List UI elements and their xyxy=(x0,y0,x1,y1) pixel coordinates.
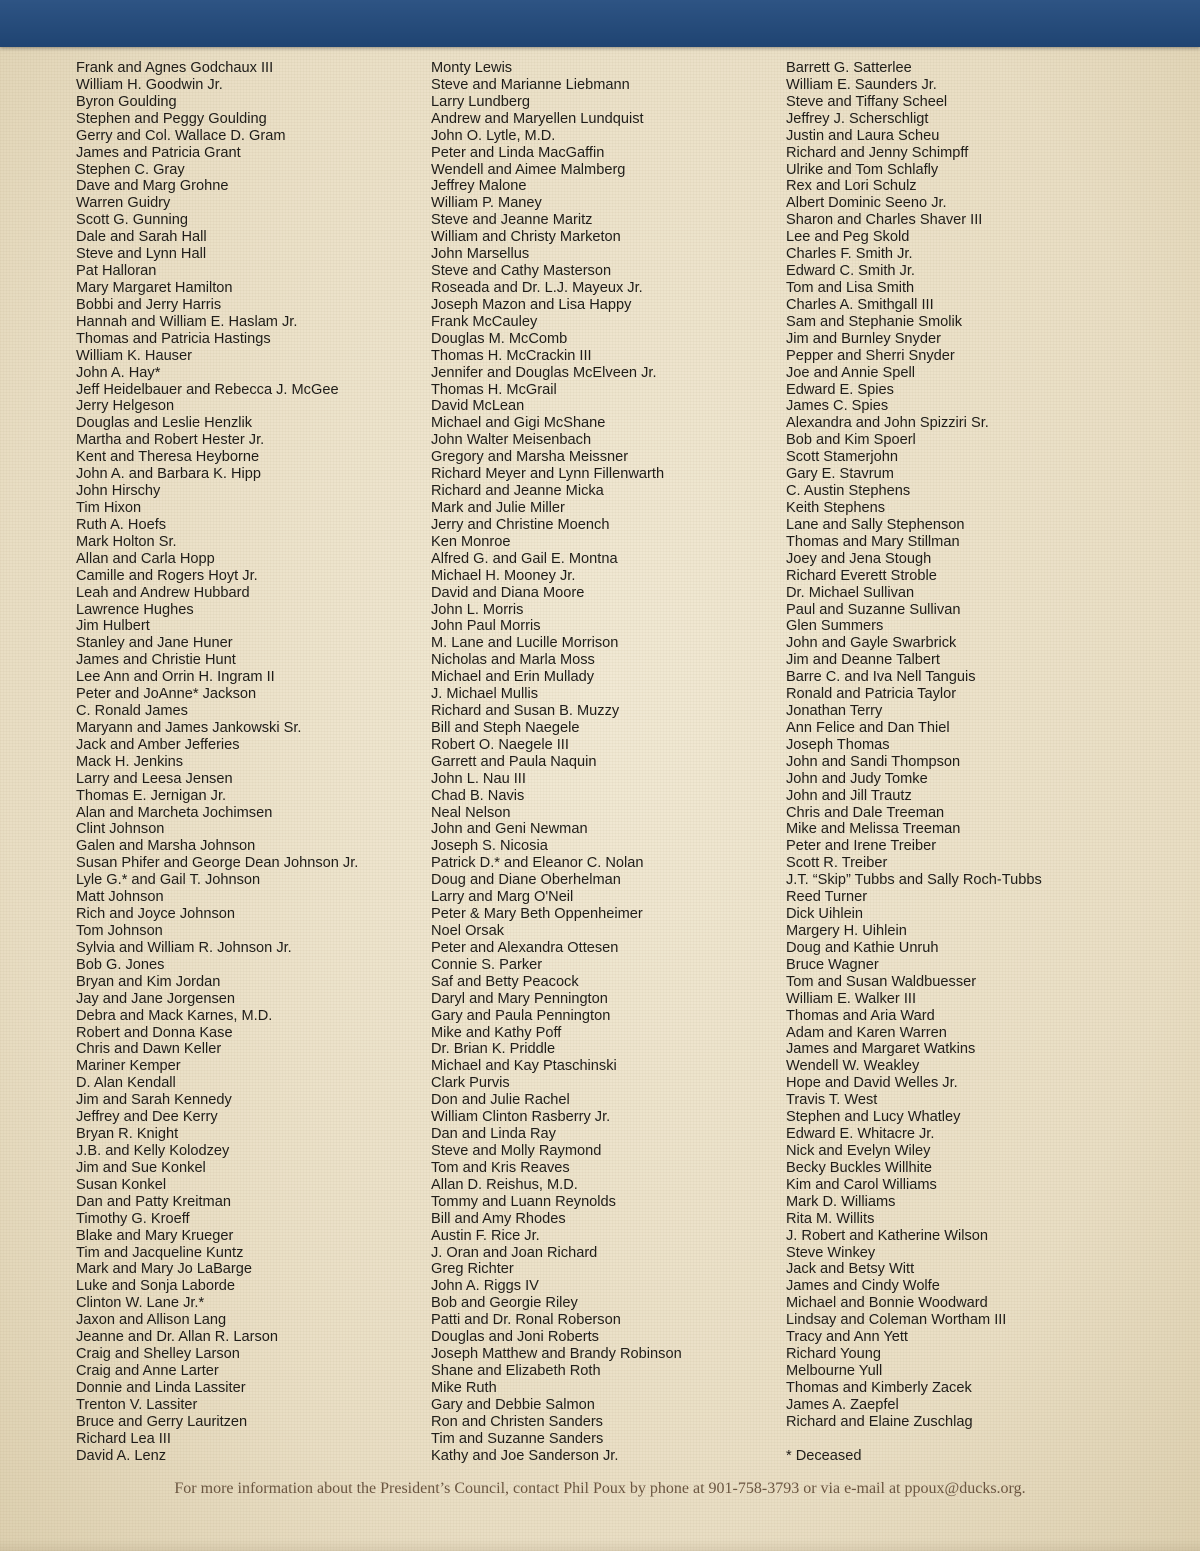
donor-name: C. Ronald James xyxy=(76,703,188,720)
donor-name: Scott Stamerjohn xyxy=(786,449,898,466)
donor-name: Monty Lewis xyxy=(431,60,513,76)
donor-name: Richard Lea III xyxy=(76,1430,171,1447)
donor-name: Glen Summers xyxy=(786,618,884,635)
donor-name: Austin F. Rice Jr. xyxy=(431,1227,540,1244)
donor-name: Douglas and Leslie Henzlik xyxy=(76,415,253,432)
header-bar xyxy=(0,0,1200,47)
donor-name: Galen and Marsha Johnson xyxy=(76,838,256,855)
donor-name: Gary and Debbie Salmon xyxy=(431,1396,595,1413)
donor-name: Kent and Theresa Heyborne xyxy=(76,449,260,466)
donor-name: Don and Julie Rachel xyxy=(431,1092,570,1109)
donor-name: Ronald and Patricia Taylor xyxy=(786,686,957,703)
donor-name: Paul and Suzanne Sullivan xyxy=(786,601,961,618)
donor-name: John O. Lytle, M.D. xyxy=(431,127,556,144)
donor-name: Jeffrey J. Scherschligt xyxy=(786,110,929,127)
donor-name: Sylvia and William R. Johnson Jr. xyxy=(76,939,292,956)
donor-name: Richard and Jenny Schimpff xyxy=(786,144,969,161)
donor-name: Pat Halloran xyxy=(76,263,157,280)
donor-name: Thomas E. Jernigan Jr. xyxy=(76,787,227,804)
donor-name: Charles F. Smith Jr. xyxy=(786,246,913,263)
donor-name: Michael and Kay Ptaschinski xyxy=(431,1058,617,1075)
donor-name: Lindsay and Coleman Wortham III xyxy=(786,1312,1007,1329)
donor-name: Jerry and Christine Moench xyxy=(431,516,610,533)
donor-name: John A. Hay* xyxy=(76,364,161,381)
donor-name: Blake and Mary Krueger xyxy=(76,1227,234,1244)
donor-name: Lawrence Hughes xyxy=(76,601,194,618)
donor-name: Scott R. Treiber xyxy=(786,855,888,872)
donor-name: Dr. Michael Sullivan xyxy=(786,584,915,601)
donor-name: Bruce Wagner xyxy=(786,956,879,973)
donor-name: Richard and Jeanne Micka xyxy=(431,483,604,500)
donor-name: James and Christie Hunt xyxy=(76,652,236,669)
donor-name: Larry Lundberg xyxy=(431,93,530,110)
donor-name: D. Alan Kendall xyxy=(76,1075,176,1092)
donor-name: Jim and Deanne Talbert xyxy=(786,652,940,669)
donor-name: Charles A. Smithgall III xyxy=(786,296,934,313)
donor-name: Mike and Kathy Poff xyxy=(431,1024,562,1041)
donor-name: Melbourne Yull xyxy=(786,1362,883,1379)
donor-name: Craig and Shelley Larson xyxy=(76,1346,240,1363)
donor-name: Tim and Jacqueline Kuntz xyxy=(76,1244,244,1261)
donor-name: Gregory and Marsha Meissner xyxy=(431,449,629,466)
donor-name: J.T. “Skip” Tubbs and Sally Roch-Tubbs xyxy=(786,872,1042,889)
donor-name: Steve and Marianne Liebmann xyxy=(431,76,630,93)
donor-name: Sharon and Charles Shaver III xyxy=(786,212,983,229)
spacer xyxy=(786,1431,1042,1448)
donor-name: David and Diana Moore xyxy=(431,584,585,601)
donor-name: Doug and Kathie Unruh xyxy=(786,939,939,956)
donor-name: Steve Winkey xyxy=(786,1244,876,1261)
donor-name: Lee and Peg Skold xyxy=(786,229,910,246)
donor-name: Jennifer and Douglas McElveen Jr. xyxy=(431,364,657,381)
donor-name: Stephen and Lucy Whatley xyxy=(786,1109,961,1126)
donor-name: Roseada and Dr. L.J. Mayeux Jr. xyxy=(431,279,643,296)
donor-column-3 xyxy=(786,60,1042,1465)
donor-name: Daryl and Mary Pennington xyxy=(431,990,608,1007)
donor-name: Joey and Jena Stough xyxy=(786,550,932,567)
donor-name: Tom and Kris Reaves xyxy=(431,1159,570,1176)
donor-name: Frank McCauley xyxy=(431,313,538,330)
donor-name: Peter and Alexandra Ottesen xyxy=(431,939,619,956)
donor-name: Trenton V. Lassiter xyxy=(76,1396,198,1413)
donor-name: Lee Ann and Orrin H. Ingram II xyxy=(76,669,275,686)
donor-name: James and Margaret Watkins xyxy=(786,1041,976,1058)
donor-name: M. Lane and Lucille Morrison xyxy=(431,635,619,652)
donor-name: John L. Morris xyxy=(431,601,524,618)
donor-name: Lyle G.* and Gail T. Johnson xyxy=(76,872,261,889)
donor-name: Shane and Elizabeth Roth xyxy=(431,1362,601,1379)
donor-name: Neal Nelson xyxy=(431,804,511,821)
donor-name: Jeff Heidelbauer and Rebecca J. McGee xyxy=(76,381,339,398)
donor-name: Joseph Matthew and Brandy Robinson xyxy=(431,1346,682,1363)
donor-name: Mike and Melissa Treeman xyxy=(786,821,961,838)
donor-name: Clark Purvis xyxy=(431,1075,510,1092)
donor-name: David McLean xyxy=(431,398,525,415)
donor-name: Robert O. Naegele III xyxy=(431,736,569,753)
donor-name: Susan Konkel xyxy=(76,1176,167,1193)
donor-name: Adam and Karen Warren xyxy=(786,1024,947,1041)
donor-name: Connie S. Parker xyxy=(431,956,543,973)
donor-name: Ruth A. Hoefs xyxy=(76,516,167,533)
donor-name: Wendell and Aimee Malmberg xyxy=(431,161,626,178)
donor-name: William P. Maney xyxy=(431,195,542,212)
donor-name: Albert Dominic Seeno Jr. xyxy=(786,195,947,212)
page-bottom-edge xyxy=(0,1539,1200,1551)
donor-column-2 xyxy=(431,60,682,1465)
donor-name: Jeffrey and Dee Kerry xyxy=(76,1109,218,1126)
donor-name: Gerry and Col. Wallace D. Gram xyxy=(76,127,286,144)
donor-name: James A. Zaepfel xyxy=(786,1396,899,1413)
donor-name: John Paul Morris xyxy=(431,618,541,635)
donor-name: Barre C. and Iva Nell Tanguis xyxy=(786,669,976,686)
donor-name: Patti and Dr. Ronal Roberson xyxy=(431,1312,621,1329)
donor-name: John L. Nau III xyxy=(431,770,526,787)
contact-footer: For more information about the President’s Council, contact Phil Poux by phone at 901-758-3793 or via e-mail at ppoux@ducks.org. xyxy=(174,1480,1026,1497)
donor-name: Ken Monroe xyxy=(431,533,511,550)
donor-name: Rich and Joyce Johnson xyxy=(76,906,236,923)
donor-name: Mary Margaret Hamilton xyxy=(76,279,233,296)
donor-name: Bill and Steph Naegele xyxy=(431,719,580,736)
donor-name: Thomas H. McGrail xyxy=(431,381,557,398)
donor-name: Matt Johnson xyxy=(76,889,164,906)
donor-name: Peter & Mary Beth Oppenheimer xyxy=(431,906,643,923)
donor-name: Joseph Thomas xyxy=(786,736,890,753)
donor-name: Kim and Carol Williams xyxy=(786,1176,937,1193)
donor-name: Hope and David Welles Jr. xyxy=(786,1075,958,1092)
donor-name: James C. Spies xyxy=(786,398,889,415)
donor-name: Tom and Susan Waldbuesser xyxy=(786,973,977,990)
donor-name: Nicholas and Marla Moss xyxy=(431,652,595,669)
donor-name: Michael and Gigi McShane xyxy=(431,415,606,432)
donor-name: Ann Felice and Dan Thiel xyxy=(786,719,950,736)
donor-name: Steve and Molly Raymond xyxy=(431,1143,602,1159)
donor-name: William K. Hauser xyxy=(76,347,192,364)
donor-name: John Marsellus xyxy=(431,246,530,263)
donor-name: Bobbi and Jerry Harris xyxy=(76,296,222,313)
donor-name: Richard and Susan B. Muzzy xyxy=(431,703,620,720)
donor-name: John A. and Barbara K. Hipp xyxy=(76,466,261,483)
donor-name: Martha and Robert Hester Jr. xyxy=(76,432,265,449)
donor-name: Joe and Annie Spell xyxy=(786,364,916,381)
donor-name: Edward E. Spies xyxy=(786,381,894,398)
donor-name: Allan D. Reishus, M.D. xyxy=(431,1176,578,1193)
donor-name: Joseph Mazon and Lisa Happy xyxy=(431,296,632,313)
donor-name: Jim Hulbert xyxy=(76,618,150,635)
donor-name: John Hirschy xyxy=(76,483,161,500)
donor-name: Craig and Anne Larter xyxy=(76,1362,219,1379)
donor-name: William E. Saunders Jr. xyxy=(786,76,937,93)
donor-name: Luke and Sonja Laborde xyxy=(76,1278,236,1295)
donor-name: Clint Johnson xyxy=(76,821,165,838)
donor-name: Stephen C. Gray xyxy=(76,161,185,178)
donor-name: Dan and Linda Ray xyxy=(431,1126,556,1143)
donor-name: Tom Johnson xyxy=(76,923,163,940)
donor-name: Bob and Kim Spoerl xyxy=(786,432,916,449)
donor-name: Douglas M. McComb xyxy=(431,330,568,347)
donor-name: Saf and Betty Peacock xyxy=(431,973,579,990)
donor-name: Camille and Rogers Hoyt Jr. xyxy=(76,567,258,584)
donor-name: Mark D. Williams xyxy=(786,1193,896,1210)
donor-name: Mark Holton Sr. xyxy=(76,533,177,550)
donor-name: Reed Turner xyxy=(786,889,868,906)
donor-name: Joseph S. Nicosia xyxy=(431,838,548,855)
donor-name: Dr. Brian K. Priddle xyxy=(431,1041,556,1058)
donor-name: Frank and Agnes Godchaux III xyxy=(76,60,274,76)
donor-name: Larry and Leesa Jensen xyxy=(76,770,233,787)
donor-name: Jaxon and Allison Lang xyxy=(76,1312,227,1329)
donor-name: Tim Hixon xyxy=(76,499,142,516)
donor-name: Chris and Dale Treeman xyxy=(786,804,945,821)
donor-name: Byron Goulding xyxy=(76,93,177,110)
donor-name: Barrett G. Satterlee xyxy=(786,60,912,76)
donor-name: William H. Goodwin Jr. xyxy=(76,76,223,93)
donor-name: William and Christy Marketon xyxy=(431,229,621,246)
donor-name: Tim and Suzanne Sanders xyxy=(431,1430,604,1447)
donor-name: Pepper and Sherri Snyder xyxy=(786,347,955,364)
donor-name: Steve and Lynn Hall xyxy=(76,246,207,263)
donor-name: John and Jill Trautz xyxy=(786,787,912,804)
donor-name: Steve and Cathy Masterson xyxy=(431,263,612,280)
donor-name: Susan Phifer and George Dean Johnson Jr. xyxy=(76,855,359,872)
donor-name: Jack and Amber Jefferies xyxy=(76,736,240,753)
donor-name: John and Sandi Thompson xyxy=(786,753,961,770)
donor-name: Richard and Elaine Zuschlag xyxy=(786,1413,973,1430)
donor-name: Peter and Linda MacGaffin xyxy=(431,144,605,161)
donor-name: Warren Guidry xyxy=(76,195,171,212)
donor-name: Stanley and Jane Huner xyxy=(76,635,233,652)
donor-name: Peter and JoAnne* Jackson xyxy=(76,686,257,703)
donor-name: J. Robert and Katherine Wilson xyxy=(786,1227,988,1244)
donor-name: Bob and Georgie Riley xyxy=(431,1295,578,1312)
donor-name: James and Cindy Wolfe xyxy=(786,1278,940,1295)
donor-name: Debra and Mack Karnes, M.D. xyxy=(76,1007,273,1024)
donor-name: Peter and Irene Treiber xyxy=(786,838,937,855)
donor-name: Mark and Julie Miller xyxy=(431,499,565,516)
donor-name: Greg Richter xyxy=(431,1261,514,1278)
donor-name: Thomas and Aria Ward xyxy=(786,1007,935,1024)
donor-name: Mark and Mary Jo LaBarge xyxy=(76,1261,253,1278)
donor-name: Alan and Marcheta Jochimsen xyxy=(76,804,273,821)
donor-name: Thomas and Patricia Hastings xyxy=(76,330,271,347)
donor-name: Thomas and Mary Stillman xyxy=(786,533,960,550)
donor-column-1 xyxy=(76,60,358,1465)
donor-name: Travis T. West xyxy=(786,1092,878,1109)
donor-name: Ron and Christen Sanders xyxy=(431,1413,603,1430)
donor-name: Margery H. Uihlein xyxy=(786,923,907,940)
donor-name: Doug and Diane Oberhelman xyxy=(431,872,621,889)
donor-name: Donnie and Linda Lassiter xyxy=(76,1379,246,1396)
donor-name: Scott G. Gunning xyxy=(76,212,188,229)
donor-name: Garrett and Paula Naquin xyxy=(431,753,597,770)
donor-name: Rex and Lori Schulz xyxy=(786,178,917,195)
donor-name: Bob G. Jones xyxy=(76,956,165,973)
donor-name: Dave and Marg Grohne xyxy=(76,178,229,195)
donor-name: Bill and Amy Rhodes xyxy=(431,1210,566,1227)
donor-name: Robert and Donna Kase xyxy=(76,1024,233,1041)
donor-name: Tommy and Luann Reynolds xyxy=(431,1193,616,1210)
donor-name: Jack and Betsy Witt xyxy=(786,1261,915,1278)
donor-name: Michael and Bonnie Woodward xyxy=(786,1295,988,1312)
donor-name: John A. Riggs IV xyxy=(431,1278,539,1295)
donor-name: Thomas H. McCrackin III xyxy=(431,347,592,364)
donor-name: Allan and Carla Hopp xyxy=(76,550,215,567)
donor-name: Clinton W. Lane Jr.* xyxy=(76,1295,205,1312)
donor-name: Richard Meyer and Lynn Fillenwarth xyxy=(431,466,665,483)
donor-name: John and Judy Tomke xyxy=(786,770,928,787)
donor-name: Edward E. Whitacre Jr. xyxy=(786,1126,935,1143)
donor-name: Stephen and Peggy Goulding xyxy=(76,110,267,127)
donor-name: J. Oran and Joan Richard xyxy=(431,1244,598,1261)
donor-name: James and Patricia Grant xyxy=(76,144,241,161)
donor-name: Rita M. Willits xyxy=(786,1210,875,1227)
donor-name: Jay and Jane Jorgensen xyxy=(76,990,236,1007)
donor-name: Justin and Laura Scheu xyxy=(786,127,940,144)
donor-name: William E. Walker III xyxy=(786,990,916,1007)
donor-name: Nick and Evelyn Wiley xyxy=(786,1143,931,1159)
donor-name: Chad B. Navis xyxy=(431,787,525,804)
donor-name: Kathy and Joe Sanderson Jr. xyxy=(431,1447,619,1464)
donor-name: Mack H. Jenkins xyxy=(76,753,184,770)
donor-name: Ulrike and Tom Schlafly xyxy=(786,161,939,178)
donor-name: Dale and Sarah Hall xyxy=(76,229,207,246)
donor-name: Andrew and Maryellen Lundquist xyxy=(431,110,644,127)
donor-name: Becky Buckles Willhite xyxy=(786,1159,932,1176)
donor-name: Jerry Helgeson xyxy=(76,398,175,415)
donor-name: J. Michael Mullis xyxy=(431,686,539,703)
donor-name: Jonathan Terry xyxy=(786,703,883,720)
donor-name: Mariner Kemper xyxy=(76,1058,181,1075)
donor-name: Douglas and Joni Roberts xyxy=(431,1329,599,1346)
donor-name: John and Gayle Swarbrick xyxy=(786,635,957,652)
donor-name: Keith Stephens xyxy=(786,499,885,516)
donor-name: Mike Ruth xyxy=(431,1379,497,1396)
donor-name: Jim and Sue Konkel xyxy=(76,1159,206,1176)
donor-name: C. Austin Stephens xyxy=(786,483,911,500)
donor-name: Alexandra and John Spizziri Sr. xyxy=(786,415,989,432)
donor-name: Leah and Andrew Hubbard xyxy=(76,584,250,601)
donor-name: J.B. and Kelly Kolodzey xyxy=(76,1143,230,1159)
donor-name: Dick Uihlein xyxy=(786,906,864,923)
donor-name: Wendell W. Weakley xyxy=(786,1058,920,1075)
donor-name: Lane and Sally Stephenson xyxy=(786,516,965,533)
deceased-note: * Deceased xyxy=(786,1447,862,1464)
donor-name: Tom and Lisa Smith xyxy=(786,279,915,296)
donor-name: William Clinton Rasberry Jr. xyxy=(431,1109,611,1126)
donor-name: Alfred G. and Gail E. Montna xyxy=(431,550,618,567)
donor-name: Bryan R. Knight xyxy=(76,1126,179,1143)
donor-name: Timothy G. Kroeff xyxy=(76,1210,190,1227)
donor-name: Thomas and Kimberly Zacek xyxy=(786,1379,972,1396)
donor-name: Maryann and James Jankowski Sr. xyxy=(76,719,302,736)
donor-name: Richard Young xyxy=(786,1346,881,1363)
donor-name: Tracy and Ann Yett xyxy=(786,1329,908,1346)
donor-name: Bryan and Kim Jordan xyxy=(76,973,221,990)
donor-name: Dan and Patty Kreitman xyxy=(76,1193,231,1210)
donor-name: Michael and Erin Mullady xyxy=(431,669,595,686)
donor-name: Richard Everett Stroble xyxy=(786,567,937,584)
donor-name: Jeffrey Malone xyxy=(431,178,527,195)
donor-name: Larry and Marg O'Neil xyxy=(431,889,574,906)
donor-name: Gary E. Stavrum xyxy=(786,466,894,483)
donor-name: Steve and Jeanne Maritz xyxy=(431,212,593,229)
donor-name: Gary and Paula Pennington xyxy=(431,1007,611,1024)
donor-name: Bruce and Gerry Lauritzen xyxy=(76,1413,248,1430)
donor-name: Jim and Sarah Kennedy xyxy=(76,1092,232,1109)
donor-name: Chris and Dawn Keller xyxy=(76,1041,222,1058)
donor-name: John and Geni Newman xyxy=(431,821,588,838)
donor-name: Sam and Stephanie Smolik xyxy=(786,313,963,330)
donor-name: Steve and Tiffany Scheel xyxy=(786,93,948,110)
donor-name: Jim and Burnley Snyder xyxy=(786,330,941,347)
donor-name: Michael H. Mooney Jr. xyxy=(431,567,576,584)
donor-name: Noel Orsak xyxy=(431,923,504,940)
donor-name: Hannah and William E. Haslam Jr. xyxy=(76,313,298,330)
donor-name: Edward C. Smith Jr. xyxy=(786,263,915,280)
donor-name: Patrick D.* and Eleanor C. Nolan xyxy=(431,855,644,872)
donor-name: Jeanne and Dr. Allan R. Larson xyxy=(76,1329,279,1346)
donor-name: David A. Lenz xyxy=(76,1447,167,1464)
donor-name: John Walter Meisenbach xyxy=(431,432,592,449)
